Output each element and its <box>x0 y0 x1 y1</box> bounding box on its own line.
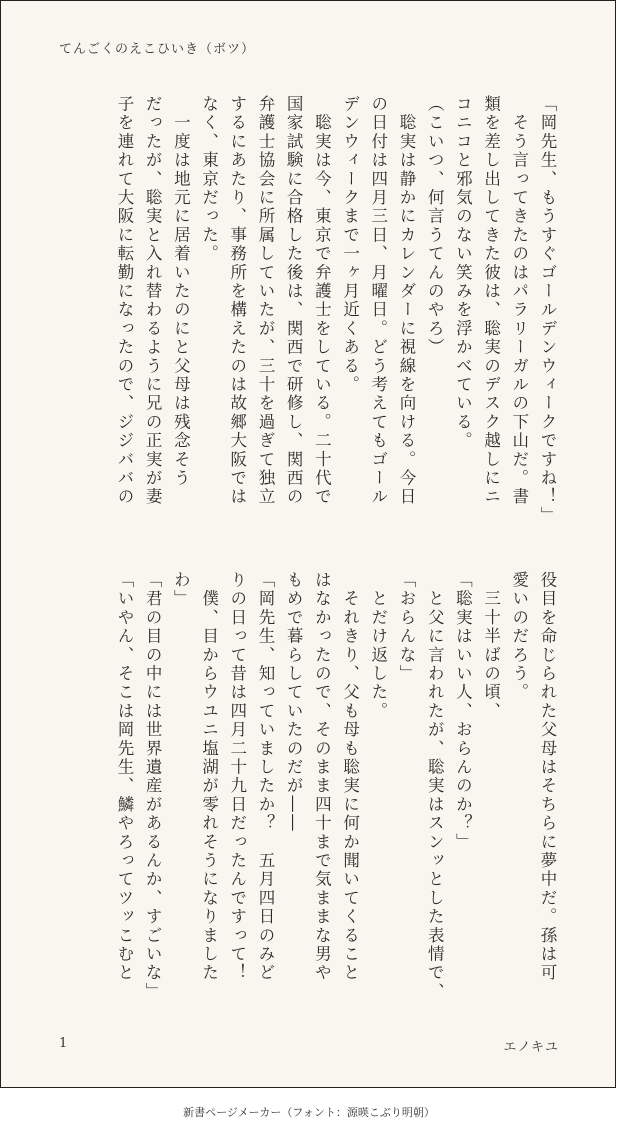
text-column: だったが、聡実と入れ替わるように兄の正実が妻 <box>143 95 163 507</box>
text-column: 「いやん、そこは岡先生、鱗やろってツッこむと <box>114 571 134 983</box>
text-column: コニコと邪気のない笑みを浮かべている。 <box>453 95 473 451</box>
text-column: りの日って昔は四月二十九日だったんですって！ <box>227 571 247 983</box>
text-column: と父に言われたが、聡実はスンッとした表情で、 <box>425 571 445 1002</box>
text-column: 「聡実はいい人、おらんのか？」 <box>453 571 473 852</box>
text-column: デンウィークまで一ヶ月近くある。 <box>340 95 360 395</box>
text-column: 「君の目の中には世界遺産があるんか、すごいな」 <box>143 571 163 1002</box>
text-column: それきり、父も母も聡実に何か聞いてくること <box>340 571 360 983</box>
text-column: （こいつ、何言うてんのやろ） <box>425 95 445 357</box>
text-column: 聡実は静かにカレンダーに視線を向ける。今日 <box>396 95 416 507</box>
text-column: とだけ返した。 <box>368 571 388 721</box>
text-column: 「おらんな」 <box>396 571 416 684</box>
page-number: 1 <box>59 1036 68 1051</box>
author-name: エノキユ <box>503 1040 559 1055</box>
text-column: 「岡先生、もうすぐゴールデンウィークですね！」 <box>538 95 557 526</box>
text-column: 類を差し出してきた彼は、聡実のデスク越しにニ <box>481 95 501 507</box>
text-column: はなかったので、そのまま四十まで気ままな男や <box>312 571 332 983</box>
text-column: わ」 <box>171 571 191 609</box>
text-column: なく、東京だった。 <box>199 95 219 264</box>
text-column: 国家試験に合格した後は、関西で研修し、関西の <box>284 95 304 507</box>
text-column: 聡実は今、東京で弁護士をしている。二十代で <box>312 95 332 507</box>
text-column: の日付は四月三日、月曜日。どう考えてもゴール <box>368 95 388 507</box>
text-column: もめで暮らしていたのだが―― <box>284 571 304 833</box>
text-column: 弁護士協会に所属していたが、三十を過ぎて独立 <box>255 95 275 507</box>
text-column: 役目を命じられた父母はそちらに夢中だ。孫は可 <box>538 571 557 983</box>
generator-credit: 新書ページメーカー（フォント：源暎こぶり明朝） <box>183 1106 435 1119</box>
text-column: 子を連れて大阪に転勤になったので、ジジババの <box>114 95 134 507</box>
text-column: 「岡先生、知っていましたか？ 五月四日のみど <box>255 571 275 983</box>
text-column: 一度は地元に居着いたのにと父母は残念そう <box>171 95 191 488</box>
text-column: 愛いのだろう。 <box>509 571 529 702</box>
text-column: 三十半ばの頃、 <box>481 571 501 721</box>
text-column: 僕、目からウユニ塩湖が零れそうになりました <box>199 571 219 983</box>
upper-text-block <box>110 95 561 526</box>
lower-text-block <box>110 571 561 1011</box>
page-title: てんごくのえこひいき（ボツ） <box>59 42 256 57</box>
text-column: するにあたり、事務所を構えたのは故郷大阪では <box>227 95 247 507</box>
text-column: そう言ってきたのはパラリーガルの下山だ。書 <box>509 95 529 507</box>
